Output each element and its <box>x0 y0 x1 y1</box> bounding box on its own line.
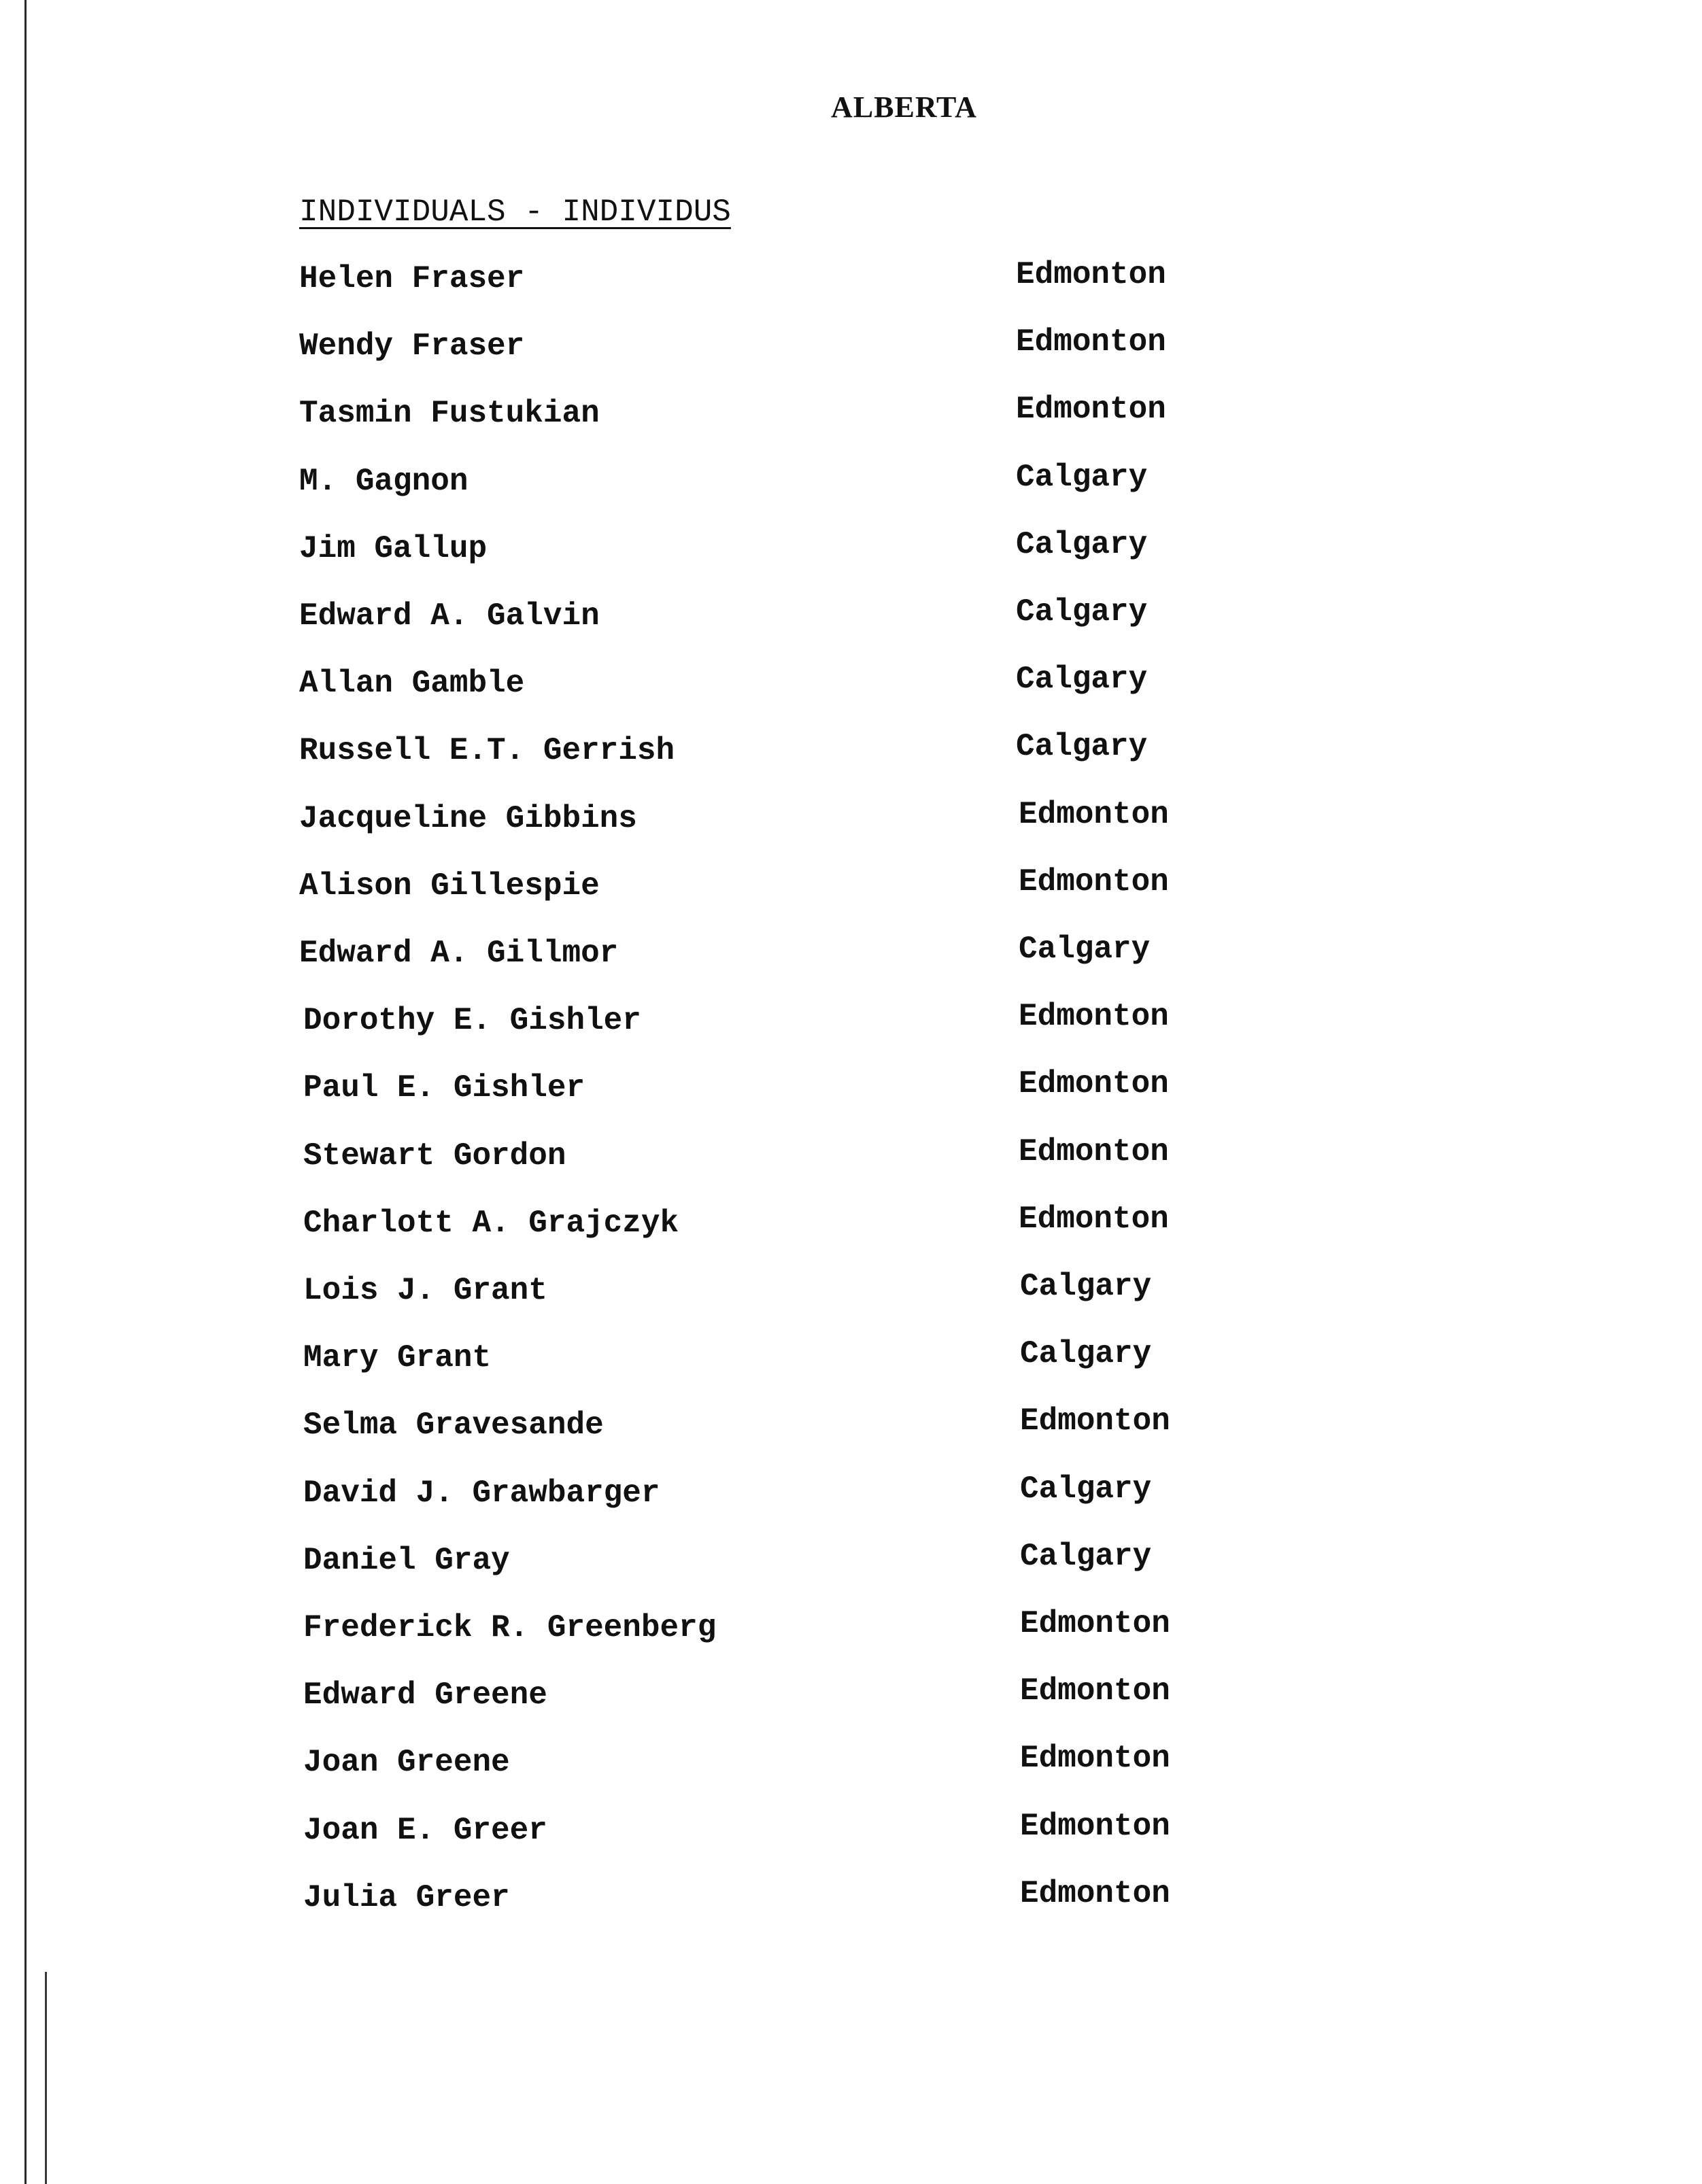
list-item <box>0 864 1702 916</box>
entry-city: Edmonton <box>1016 257 1166 292</box>
list-item <box>0 1741 1702 1792</box>
list-item <box>0 257 1702 309</box>
entry-city: Calgary <box>1016 662 1148 697</box>
entry-city: Edmonton <box>1019 999 1169 1034</box>
list-item <box>0 1606 1702 1658</box>
list-item <box>0 1066 1702 1118</box>
list-item <box>0 1134 1702 1186</box>
entry-city: Edmonton <box>1019 1134 1169 1170</box>
entry-city: Calgary <box>1016 729 1148 764</box>
entry-city: Edmonton <box>1020 1809 1170 1844</box>
entry-name: Daniel Gray <box>303 1543 510 1578</box>
list-item <box>0 1539 1702 1590</box>
entry-name: Edward Greene <box>303 1677 547 1713</box>
entry-city: Edmonton <box>1019 1201 1169 1237</box>
list-item <box>0 594 1702 646</box>
list-item <box>0 729 1702 781</box>
entry-name: Charlott A. Grajczyk <box>303 1206 679 1241</box>
entry-name: Edward A. Gillmor <box>299 936 619 971</box>
page-title: ALBERTA <box>831 90 977 124</box>
entry-city: Calgary <box>1019 932 1151 967</box>
entry-name: Dorothy E. Gishler <box>303 1003 641 1038</box>
list-item <box>0 392 1702 443</box>
entry-name: Jim Gallup <box>299 531 488 566</box>
entry-city: Edmonton <box>1019 1066 1169 1102</box>
entry-name: Paul E. Gishler <box>303 1070 585 1106</box>
entry-name: Frederick R. Greenberg <box>303 1610 717 1645</box>
entry-name: Stewart Gordon <box>303 1138 566 1174</box>
entry-name: Tasmin Fustukian <box>299 396 600 431</box>
entry-name: Helen Fraser <box>299 261 525 296</box>
list-item <box>0 460 1702 511</box>
entry-name: David J. Grawbarger <box>303 1475 660 1511</box>
entry-city: Edmonton <box>1020 1673 1170 1709</box>
list-item <box>0 1471 1702 1523</box>
list-item <box>0 324 1702 376</box>
entry-city: Edmonton <box>1020 1876 1170 1911</box>
entry-city: Calgary <box>1020 1269 1152 1304</box>
list-item <box>0 1201 1702 1253</box>
entry-city: Calgary <box>1020 1539 1152 1574</box>
entry-name: Lois J. Grant <box>303 1273 547 1308</box>
entry-name: Edward A. Galvin <box>299 598 600 634</box>
entry-name: Joan E. Greer <box>303 1813 547 1848</box>
entry-name: Selma Gravesande <box>303 1407 604 1443</box>
entry-name: Mary Grant <box>303 1340 492 1376</box>
entry-name: Allan Gamble <box>299 666 525 701</box>
entry-name: Jacqueline Gibbins <box>299 801 637 836</box>
section-heading: INDIVIDUALS - INDIVIDUS <box>299 194 731 230</box>
list-item <box>0 1673 1702 1725</box>
list-item <box>0 662 1702 713</box>
entry-city: Edmonton <box>1020 1403 1170 1439</box>
list-item <box>0 999 1702 1051</box>
entry-name: Julia Greer <box>303 1880 510 1915</box>
list-item <box>0 1336 1702 1388</box>
entry-city: Calgary <box>1016 460 1148 495</box>
entry-name: Wendy Fraser <box>299 328 525 364</box>
entry-name: Russell E.T. Gerrish <box>299 733 675 768</box>
entry-city: Edmonton <box>1016 324 1166 360</box>
list-item <box>0 527 1702 579</box>
entry-city: Calgary <box>1020 1471 1152 1507</box>
list-item <box>0 1809 1702 1860</box>
list-item <box>0 932 1702 983</box>
list-item <box>0 1403 1702 1455</box>
entry-name: Joan Greene <box>303 1745 510 1780</box>
entry-city: Calgary <box>1016 594 1148 630</box>
list-item <box>0 1876 1702 1928</box>
entry-city: Edmonton <box>1020 1741 1170 1776</box>
entry-name: M. Gagnon <box>299 464 469 499</box>
entry-city: Calgary <box>1016 527 1148 562</box>
entry-city: Edmonton <box>1016 392 1166 427</box>
list-item <box>0 797 1702 849</box>
entry-city: Edmonton <box>1020 1606 1170 1641</box>
entry-city: Calgary <box>1020 1336 1152 1371</box>
entry-city: Edmonton <box>1019 797 1169 832</box>
entry-name: Alison Gillespie <box>299 868 600 904</box>
list-item <box>0 1269 1702 1320</box>
entry-city: Edmonton <box>1019 864 1169 900</box>
